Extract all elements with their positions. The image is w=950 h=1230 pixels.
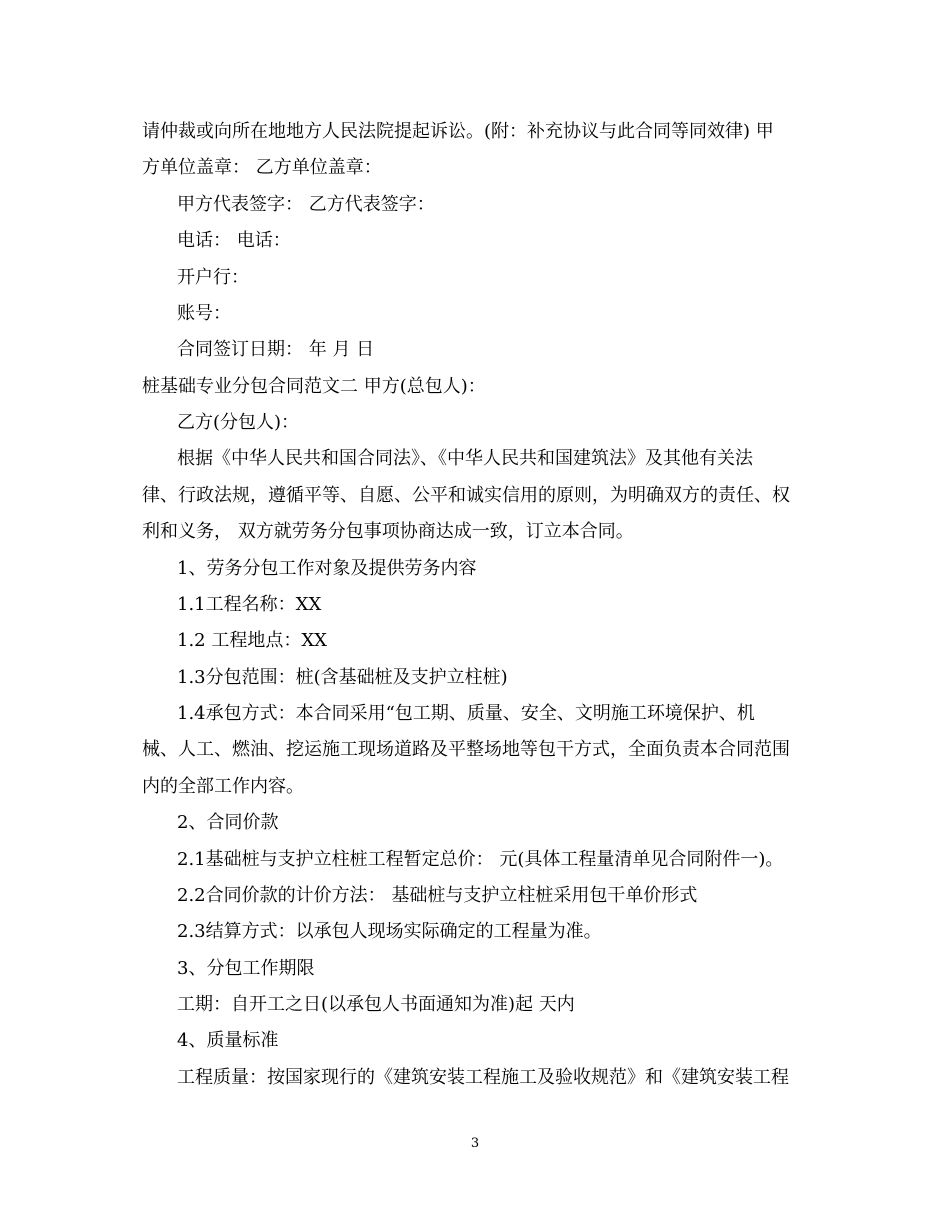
text-line-23: 2.3结算方式：以承包人现场实际确定的工程量为准。: [177, 921, 602, 942]
text-line-7: 合同签订日期： 年 月 日: [177, 339, 375, 360]
text-line-3: 甲方代表签字： 乙方代表签字：: [177, 194, 435, 215]
text-line-17: 1.4承包方式：本合同采用“包工期、质量、安全、文明施工环境保护、机: [177, 703, 755, 724]
text-line-15: 1.2 工程地点：XX: [177, 630, 327, 651]
text-line-18: 械、人工、燃油、挖运施工现场道路及平整场地等包干方式，全面负责本合同范围: [142, 739, 790, 760]
page-number: 3: [470, 1136, 480, 1151]
text-line-26: 4、质量标准: [177, 1030, 279, 1051]
text-line-11: 律、行政法规，遵循平等、自愿、公平和诚实信用的原则，为明确双方的责任、权: [142, 485, 790, 506]
text-line-2: 方单位盖章： 乙方单位盖章：: [142, 157, 382, 178]
text-line-13: 1、劳务分包工作对象及提供劳务内容: [177, 558, 477, 579]
text-line-25: 工期：自开工之日(以承包人书面通知为准)起 天内: [177, 994, 575, 1015]
text-line-1: 请仲裁或向所在地地方人民法院提起诉讼。(附：补充协议与此合同等同效律) 甲: [142, 121, 774, 142]
text-line-27: 工程质量：按国家现行的《建筑安装工程施工及验收规范》和《建筑安装工程: [177, 1067, 789, 1088]
text-line-9: 乙方(分包人)：: [177, 412, 300, 433]
text-line-6: 账号：: [177, 303, 231, 324]
text-line-14: 1.1工程名称：XX: [177, 594, 322, 615]
text-line-12: 利和义务， 双方就劳务分包事项协商达成一致，订立本合同。: [142, 521, 634, 542]
text-line-19: 内的全部工作内容。: [142, 776, 304, 797]
text-line-24: 3、分包工作期限: [177, 958, 315, 979]
text-line-21: 2.1基础桩与支护立柱桩工程暂定总价： 元(具体工程量清单见合同附件一)。: [177, 849, 784, 870]
text-line-5: 开户行：: [177, 267, 249, 288]
text-line-20: 2、合同价款: [177, 812, 279, 833]
text-line-8: 桩基础专业分包合同范文二 甲方(总包人)：: [142, 376, 486, 397]
text-line-22: 2.2合同价款的计价方法： 基础桩与支护立柱桩采用包干单价形式: [177, 885, 698, 906]
text-line-10: 根据《中华人民共和国合同法》、《中华人民共和国建筑法》及其他有关法: [177, 448, 753, 469]
text-line-16: 1.3分包范围：桩(含基础桩及支护立柱桩): [177, 667, 508, 688]
text-line-4: 电话： 电话：: [177, 230, 291, 251]
